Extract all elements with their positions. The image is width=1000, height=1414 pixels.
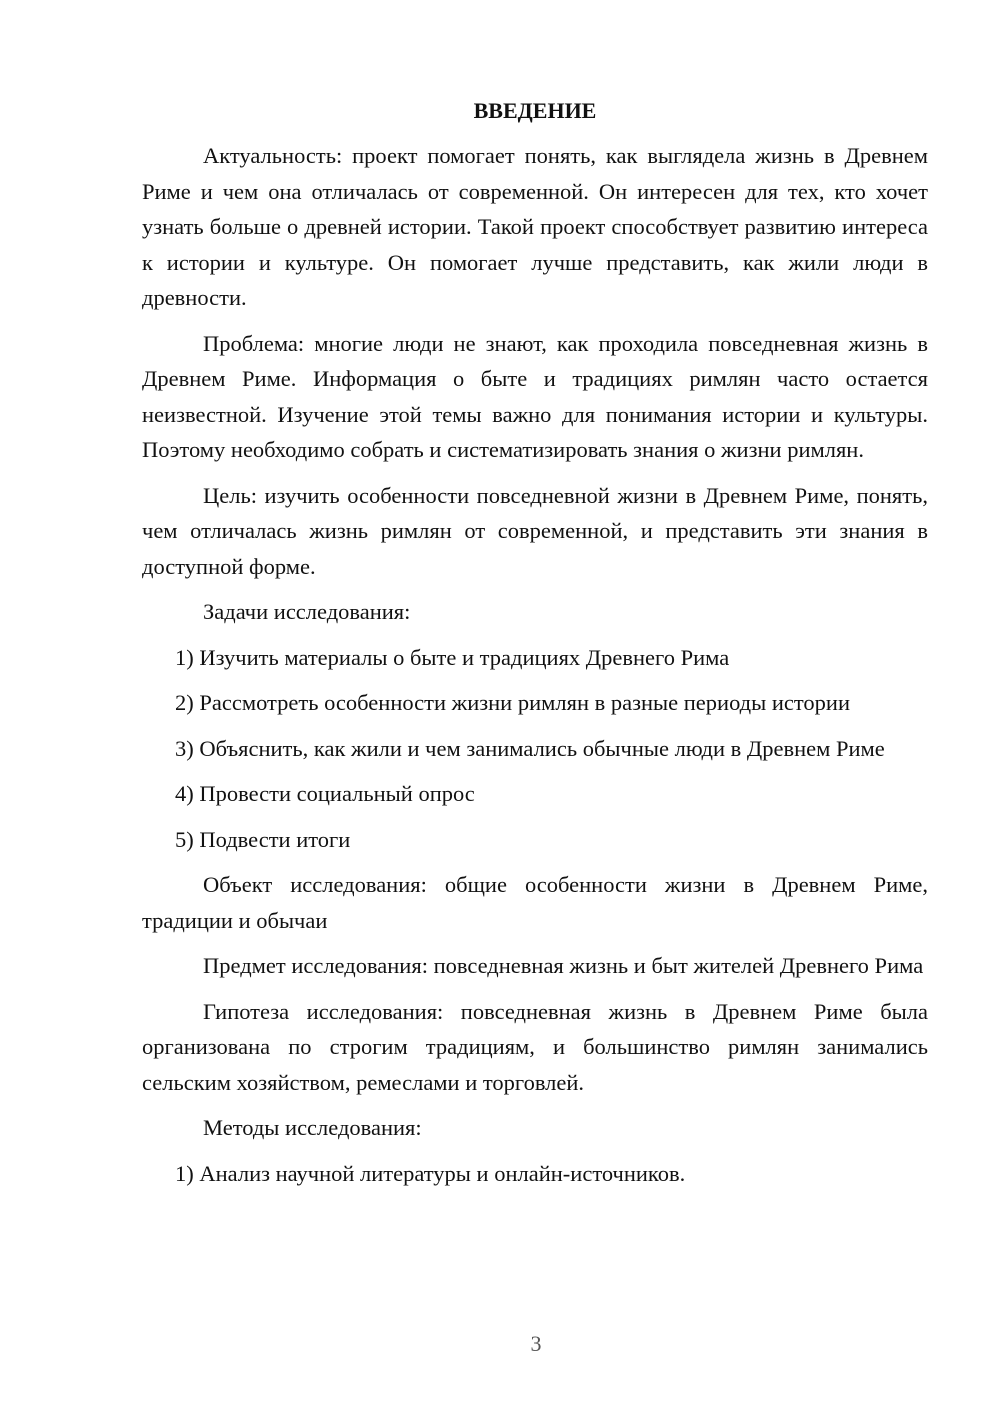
tasks-list — [142, 640, 928, 858]
methods-list — [142, 1156, 928, 1192]
subject-paragraph: Предмет исследования: повседневная жизнь и быт жителей Древнего Рима — [203, 953, 924, 978]
list-item: 3) Объяснить, как жили и чем занимались обычные люди в Древнем Риме — [175, 735, 885, 761]
methods-heading: Методы исследования: — [203, 1115, 422, 1140]
list-item: 5) Подвести итоги — [175, 826, 351, 852]
page-title: ВВЕДЕНИЕ — [473, 98, 597, 123]
list-item: 1) Анализ научной литературы и онлайн-источников. — [175, 1160, 686, 1186]
list-item: 2) Рассмотреть особенности жизни римлян в разные периоды истории — [175, 690, 851, 715]
goal-paragraph: Цель: изучить особенности повседневной жизни в Древнем Риме, понять, чем отличалась жизнь римлян от современной, и представить эти знания в доступной форме. — [142, 482, 928, 579]
tasks-heading: Задачи исследования: — [203, 599, 411, 624]
relevance-paragraph: Актуальность: проект помогает понять, как выглядела жизнь в Древнем Риме и чем она отличалась от современной. Он интересен для тех, кто хочет узнать больше о древней истории. Такой проект способствует развитию интереса к истории и культуре. Он помогает лучше представить, как жили люди в древности. — [142, 143, 928, 310]
list-item: 4) Провести социальный опрос — [175, 781, 475, 806]
list-item: 1) Изучить материалы о быте и традициях Древнего Рима — [175, 644, 730, 670]
hypothesis-paragraph: Гипотеза исследования: повседневная жизнь в Древнем Риме была организована по строгим традициям, и большинство римлян занимались сельским хозяйством, ремеслами и торговлей. — [142, 998, 928, 1095]
page-number: 3 — [530, 1331, 542, 1356]
problem-paragraph: Проблема: многие люди не знают, как проходила повседневная жизнь в Древнем Риме. Информация о быте и традициях римлян часто остается неизвестной. Изучение этой темы важно для понимания истории и культуры. Поэтому необходимо собрать и систематизировать знания о жизни римлян. — [142, 330, 928, 462]
object-paragraph: Объект исследования: общие особенности жизни в Древнем Риме, традиции и обычаи — [142, 872, 928, 933]
document-page — [142, 96, 928, 1201]
